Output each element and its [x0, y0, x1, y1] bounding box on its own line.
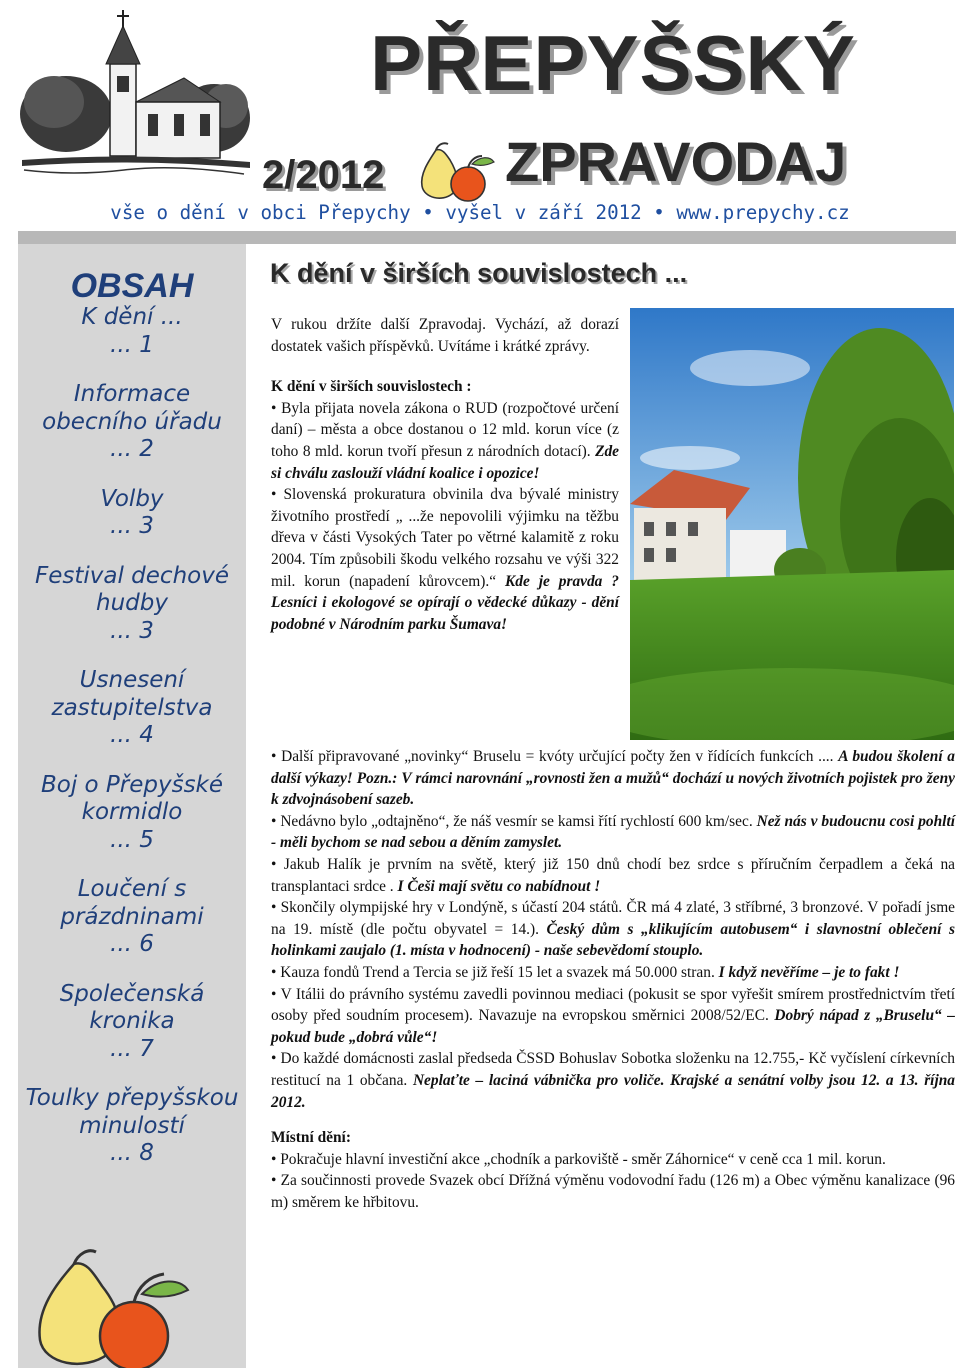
toc-label: Společenská kronika	[59, 980, 205, 1034]
toc-item[interactable]	[18, 981, 246, 1064]
news-text: • Slovenská prokuratura obvinila dva bývalé ministry životního prostředí „ ...že nepovolili výjimku na těžbu dřeva v části Vysokých Tater po větrné kalamitě z roku 2004. Tím způsobili škodu velkého rozsahu ve výši 322 mil. korun (napadení kůrovcem).“	[271, 486, 619, 590]
toc-page: ... 8	[110, 1140, 154, 1166]
section-title-local: Místní dění:	[271, 1129, 351, 1147]
toc-page: ... 1	[110, 331, 154, 358]
tagline	[0, 198, 960, 228]
news-item-universe	[271, 811, 955, 854]
news-text: • Nedávno bylo „odtajněno“, že náš vesmír se kamsi řítí rychlostí 600 km/sec.	[271, 812, 753, 830]
toc-item[interactable]	[18, 667, 246, 750]
tagline-bullet: •	[653, 201, 665, 224]
masthead-rule	[18, 231, 956, 244]
toc-page: ... 3	[110, 513, 154, 539]
toc-item[interactable]	[18, 876, 246, 959]
toc-page: ... 5	[110, 826, 154, 853]
tagline-date: vyšel v září 2012	[445, 201, 642, 224]
news-text: • Jakub Halík je prvním na světě, který již 150 dnů chodí bez srdce s příručním čerpadlem a čeká na transplantaci srdce .	[271, 855, 955, 895]
intro-paragraph: V rukou držíte další Zpravodaj. Vychází, až dorazí dostatek vašich příspěvků. Uvítáme i krátké zprávy.	[271, 316, 619, 355]
news-comment: I když nevěříme – je to fakt !	[718, 963, 900, 981]
toc-label: Boj o Přepyšské kormidlo	[40, 771, 224, 825]
toc-item[interactable]	[18, 772, 246, 855]
toc-page: ... 4	[110, 722, 154, 748]
toc-page: ... 2	[110, 436, 154, 462]
news-comment: Český dům s „klikujícím autobusem“ i slavnostní oblečení s holinkami zaujalo (1. místa v hodnocení) - naše sebevědomí stouplo.	[271, 920, 955, 960]
news-item-mediation	[271, 984, 955, 1049]
contents-heading: OBSAH	[70, 267, 194, 305]
tagline-bullet: •	[422, 201, 434, 224]
fruit-illustration-large	[22, 1244, 197, 1368]
news-comment: Zde si chválu zaslouží vládní koalice i opozice!	[271, 442, 619, 482]
news-text: • Skončily olympijské hry v Londýně, s účastí 204 států. ČR má 4 zlaté, 3 stříbrné, 3 bronzové. V pořadí jsme na 19. místě (dle počtu obyvatel = 14.).	[271, 899, 955, 938]
news-text: • Kauza fondů Trend a Tercia se již řeší 15 let a svazek má 50.000 stran.	[271, 963, 715, 981]
section-title-national: K dění v širších souvislostech :	[271, 378, 472, 396]
news-item-brussels	[271, 746, 955, 811]
toc-item[interactable]	[18, 563, 246, 646]
issue-number: 2/2012	[262, 153, 385, 197]
news-text: • Další připravované „novinky“ Bruselu = kvóty určující počty žen v řídících funkcích ....	[271, 748, 834, 765]
news-text: • Byla přijata novela zákona o RUD (rozpočtové určení daní) – města a obce dostanou o 12 mld. korun více (z toho 8 mld. korun tvoří přesun z národních dotací).	[271, 399, 619, 460]
local-item-sidewalk: • Pokračuje hlavní investiční akce „chodník a parkoviště - směr Záhornice“ v ceně cca 1 mil. korun.	[271, 1150, 886, 1168]
news-item-olympics	[271, 897, 955, 962]
village-pond-photo	[630, 308, 954, 740]
fruit-illustration	[418, 140, 500, 204]
toc-page: ... 6	[110, 931, 154, 957]
contents-list	[18, 304, 246, 1190]
toc-label: Festival dechové hudby	[35, 562, 229, 616]
toc-label: K dění ...	[81, 304, 183, 330]
news-comment: A budou školení a další výkazy! Pozn.: V rámci narovnání „rovnosti žen a mužů“ dochází u nových životních pojistek pro ženy k zdvojnásobení sazeb.	[271, 748, 955, 809]
news-comment: Kde je pravda ? Lesníci i ekologové se opírají o vědecké důkazy - dění podobné v Národním parku Šumava!	[271, 572, 619, 633]
news-comment: Neplaťte – laciná vábnička pro voliče. Krajské a senátní volby jsou 12. a 13. října 2012.	[271, 1071, 955, 1111]
article-heading: K dění v širších souvislostech ...	[270, 258, 688, 288]
news-item-slovakia	[271, 484, 619, 635]
article-column-wide	[271, 746, 955, 1213]
toc-item[interactable]	[18, 486, 246, 541]
newsletter-title: PŘEPYŠSKÝ	[370, 19, 856, 107]
news-comment: Dobrý nápad z „Bruselu“ – pokud bude „dobrá vůle“!	[271, 1007, 955, 1046]
toc-item[interactable]	[18, 1085, 246, 1168]
sidebar-contents	[18, 244, 246, 1368]
tagline-village: vše o dění v obci Přepychy	[110, 201, 411, 224]
newsletter-subtitle: ZPRAVODAJ	[505, 130, 847, 193]
news-item-restitution	[271, 1048, 955, 1113]
toc-page: ... 3	[110, 617, 154, 644]
news-text: • V Itálii do právního systému zavedli povinnou mediaci (pokusit se spor vyřešit smírem prostřednictvím třetí osoby před soudním procesem). Navazuje na evropskou směrnici 2008/52/EC.	[271, 985, 955, 1025]
news-item-rud	[271, 398, 619, 484]
tagline-website: www.prepychy.cz	[676, 201, 850, 224]
toc-label: Informace obecního úřadu	[42, 381, 222, 435]
local-item-water-main: • Za součinnosti provede Svazek obcí Dřížná výměnu vodovodní řadu (126 m) a Obec výměnu kanalizace (96 m) směrem ke hřbitovu.	[271, 1172, 955, 1211]
toc-label: Usnesení zastupitelstva	[51, 667, 213, 721]
news-item-halik	[271, 854, 955, 897]
news-text: • Do každé domácnosti zaslal předseda ČSSD Bohuslav Sobotka složenku na 12.755,- Kč vyčíslení církevních restitucí na 1 občana.	[271, 1050, 955, 1089]
toc-item[interactable]	[18, 381, 246, 464]
church-illustration	[14, 6, 254, 190]
toc-label: Volby	[100, 485, 164, 512]
toc-page: ... 7	[110, 1035, 154, 1062]
article-column-narrow	[271, 314, 619, 635]
news-item-trend	[271, 962, 955, 984]
toc-label: Loučení s prázdninami	[60, 876, 204, 930]
toc-item[interactable]	[18, 304, 246, 359]
news-comment: Než nás v budoucnu cosi pohltí - měli bychom se nad sebou a děním zamyslet.	[271, 812, 955, 852]
news-comment: I Češi mají světu co nabídnout !	[397, 877, 601, 895]
toc-label: Toulky přepyšskou minulostí	[25, 1085, 239, 1139]
